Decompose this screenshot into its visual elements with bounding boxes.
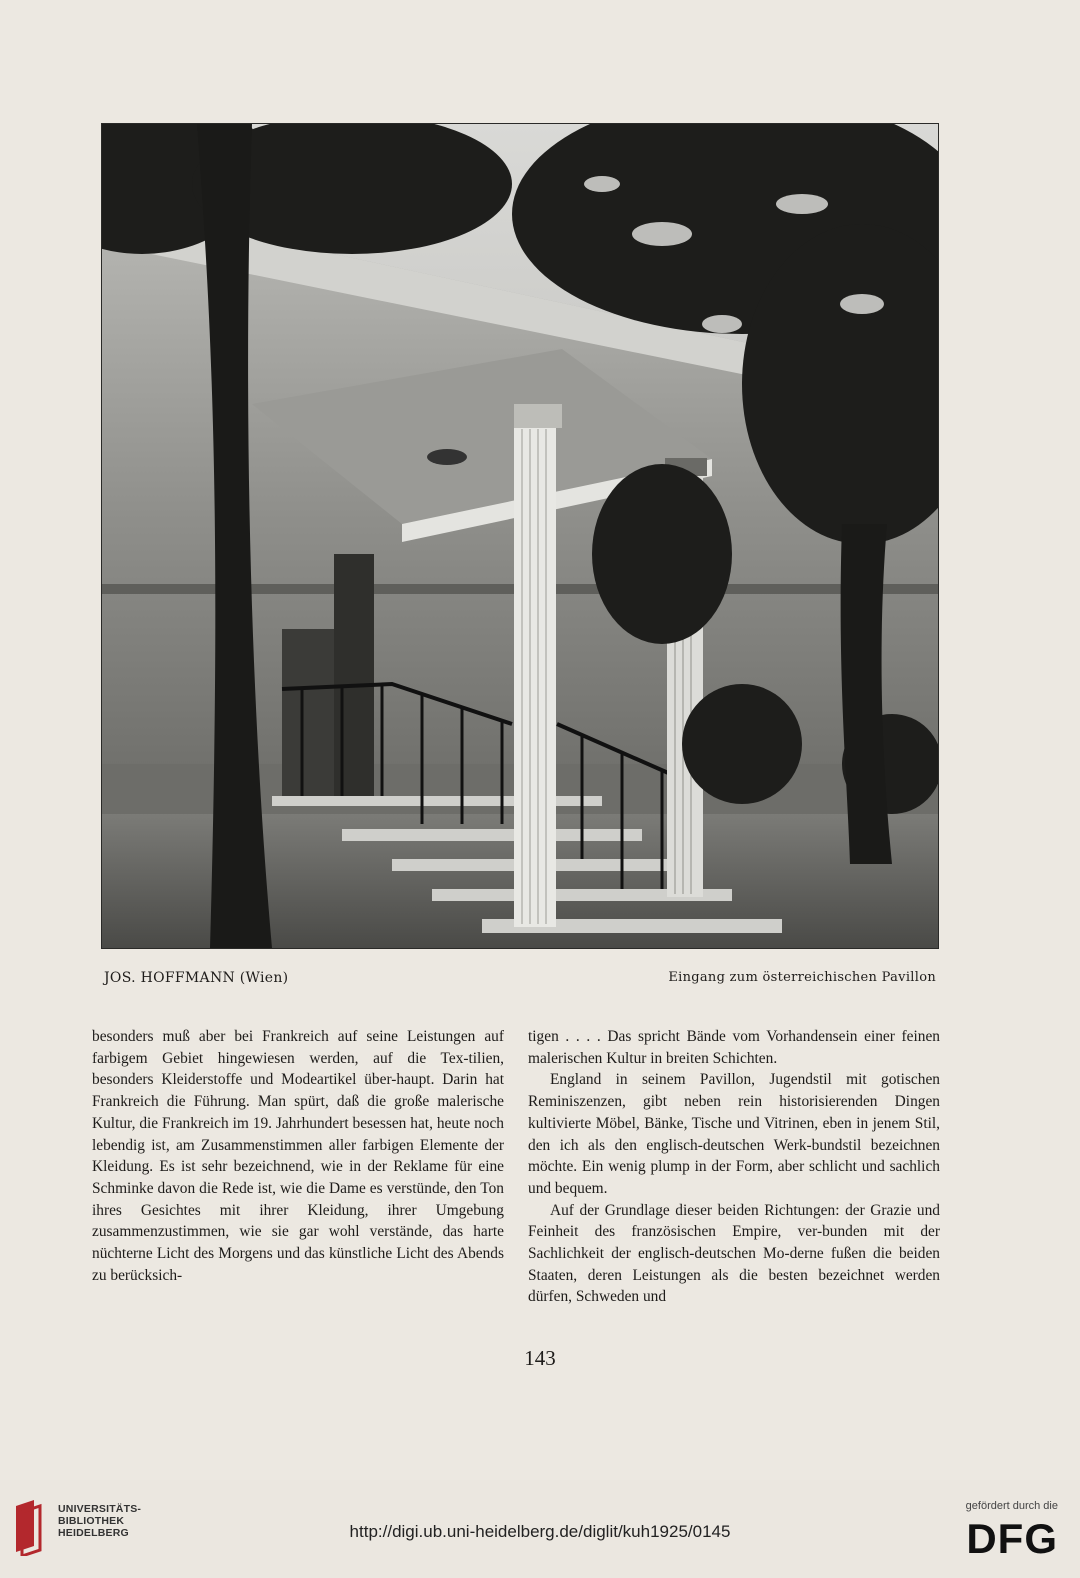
funded-by-label: gefördert durch die — [965, 1500, 1058, 1512]
photo-illustration — [102, 124, 938, 948]
photo-caption-artist: JOS. HOFFMANN (Wien) — [104, 970, 289, 986]
text-column-right — [528, 1026, 940, 1308]
library-line-2: BIBLIOTHEK — [58, 1515, 125, 1527]
paragraph: England in seinem Pavillon, Jugendstil mit gotischen Reminiszenzen, gibt neben rein historisierenden Dingen kultivierte Möbel, Bänke, Tische und Vitrinen, eben in jenem Stil, den ich als den englisch-deutschen Werk-bundstil bezeichnen möchte. Ein wenig plump in der Form, aber schlicht und sachlich und bequem. — [528, 1071, 940, 1197]
photo-caption-title: Eingang zum österreichischen Pavillon — [668, 970, 936, 985]
page-number: 143 — [524, 1346, 556, 1370]
permalink-url[interactable]: http://digi.ub.uni-heidelberg.de/diglit/kuh1925/0145 — [349, 1522, 731, 1541]
library-line-3: HEIDELBERG — [58, 1527, 129, 1539]
text-column-left — [92, 1026, 504, 1286]
pavilion-photograph — [102, 124, 938, 948]
footer-bar — [0, 1480, 1080, 1578]
dfg-logo: DFG — [966, 1515, 1058, 1562]
paragraph: besonders muß aber bei Frankreich auf seine Leistungen auf farbigem Gebiet hingewiesen werden, auf die Tex-tilien, besonders Kleiderstoffe und Modeartikel über-haupt. Darin hat Frankreich die Führung. Man spürt, daß die große malerische Kultur, die Frankreich im 19. Jahrhundert besessen hat, heute noch lebendig ist, am Zusammenstimmen aller farbigen Elemente der Kleidung. Es ist sehr bezeichnend, wie in der Reklame für eine Schminke davon die Rede ist, wie die Dame es verstünde, den Ton ihres Gesichtes mit ihrer Kleidung, ihrer Umgebung zusammenzustimmen, wie sie gar wohl verstände, das harte nüchterne Licht des Morgens und das künstliche Licht des Abends zu berücksich- — [92, 1028, 504, 1284]
paragraph: Auf der Grundlage dieser beiden Richtungen: der Grazie und Feinheit des französischen Empire, ver-bunden mit der Sachlichkeit der englisch-deutschen Mo-derne fußen die beiden Staaten, deren Leistungen als die besten bezeichnet werden dürfen, Schweden und — [528, 1201, 940, 1306]
library-line-1: UNIVERSITÄTS- — [58, 1503, 142, 1515]
paragraph: tigen . . . . Das spricht Bände vom Vorhandensein einer feinen malerischen Kultur in breiten Schichten. — [528, 1028, 940, 1067]
